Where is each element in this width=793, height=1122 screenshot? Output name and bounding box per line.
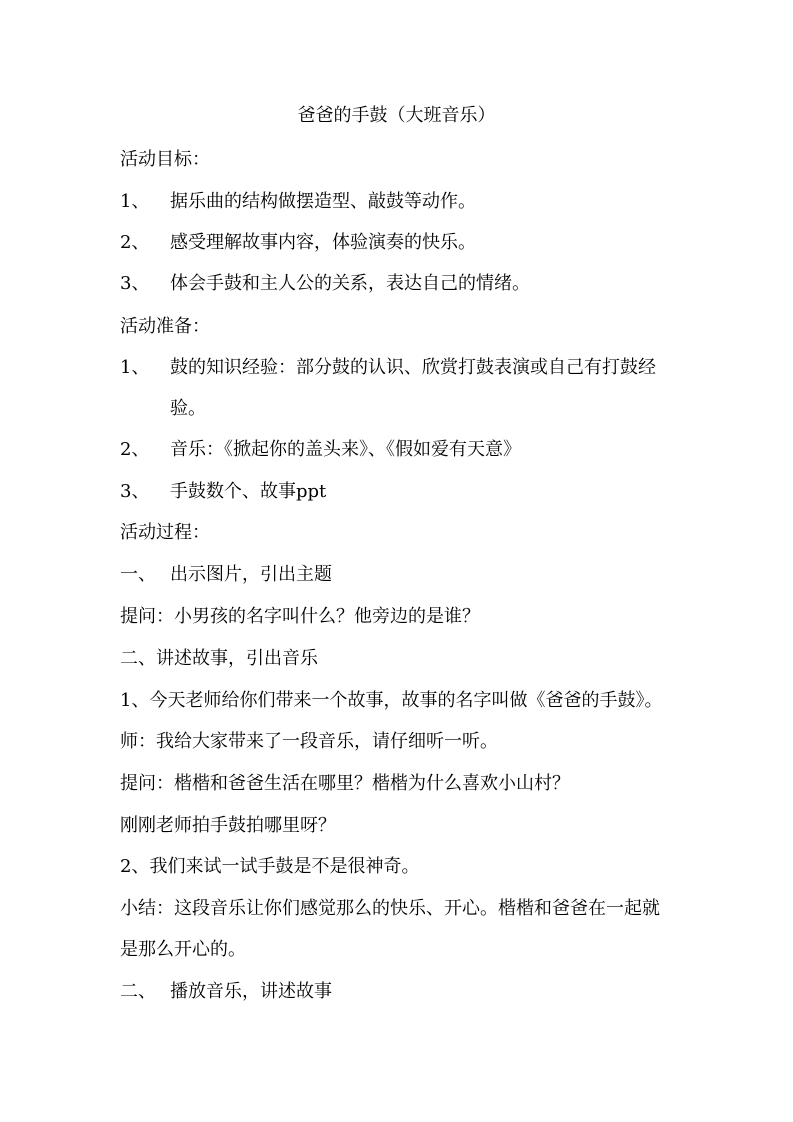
prep-item-3-number: 3、 xyxy=(120,481,150,502)
process-section-3-number: 二、 xyxy=(120,981,156,1002)
prep-item-2-text: 音乐：《掀起你的盖头来》、《假如爱有天意》 xyxy=(170,439,521,460)
goal-item-3-text: 体会手鼓和主人公的关系，表达自己的情绪。 xyxy=(170,273,530,294)
prep-item-1-text: 鼓的知识经验：部分鼓的认识、欣赏打鼓表演或自己有打鼓经 xyxy=(170,357,656,378)
process-section-1-number: 一、 xyxy=(120,564,156,585)
goal-item-1 xyxy=(120,190,476,214)
goal-item-2 xyxy=(120,231,476,255)
question-1: 提问：小男孩的名字叫什么？他旁边的是谁？ xyxy=(120,606,480,627)
summary-line-1: 小结：这段音乐让你们感觉那么的快乐、开心。楷楷和爸爸在一起就 xyxy=(120,898,660,919)
goal-item-3 xyxy=(120,272,530,296)
prep-item-1 xyxy=(120,356,656,380)
goal-item-2-number: 2、 xyxy=(120,232,150,253)
goals-heading: 活动目标： xyxy=(120,149,210,170)
goal-item-1-number: 1、 xyxy=(120,191,150,212)
goal-item-3-number: 3、 xyxy=(120,273,150,294)
process-section-3 xyxy=(120,980,332,1004)
process-section-1-text: 出示图片，引出主题 xyxy=(170,564,332,585)
process-section-2: 二、讲述故事，引出音乐 xyxy=(120,648,318,669)
paragraph-1: 1、今天老师给你们带来一个故事，故事的名字叫做《爸爸的手鼓》。 xyxy=(120,690,663,711)
prep-item-3 xyxy=(120,480,326,504)
process-heading: 活动过程： xyxy=(120,522,210,543)
goal-item-1-text: 据乐曲的结构做摆造型、敲鼓等动作。 xyxy=(170,191,476,212)
process-section-1 xyxy=(120,563,332,587)
paragraph-3: 2、我们来试一试手鼓是不是很神奇。 xyxy=(120,856,420,877)
prep-heading: 活动准备： xyxy=(120,316,210,337)
prep-item-2-number: 2、 xyxy=(120,439,150,460)
prep-item-3-text: 手鼓数个、故事ppt xyxy=(170,481,327,502)
paragraph-2: 师：我给大家带来了一段音乐，请仔细听一听。 xyxy=(120,731,498,752)
question-2: 提问：楷楷和爸爸生活在哪里？楷楷为什么喜欢小山村？ xyxy=(120,773,570,794)
question-3: 刚刚老师拍手鼓拍哪里呀？ xyxy=(120,815,336,836)
prep-item-1-number: 1、 xyxy=(120,357,150,378)
goal-item-2-text: 感受理解故事内容，体验演奏的快乐。 xyxy=(170,232,476,253)
prep-item-1-continuation: 验。 xyxy=(170,398,206,419)
process-section-3-text: 播放音乐，讲述故事 xyxy=(170,981,332,1002)
prep-item-2 xyxy=(120,438,521,462)
document-title: 爸爸的手鼓（大班音乐） xyxy=(297,105,496,126)
summary-line-2: 是那么开心的。 xyxy=(120,939,246,960)
